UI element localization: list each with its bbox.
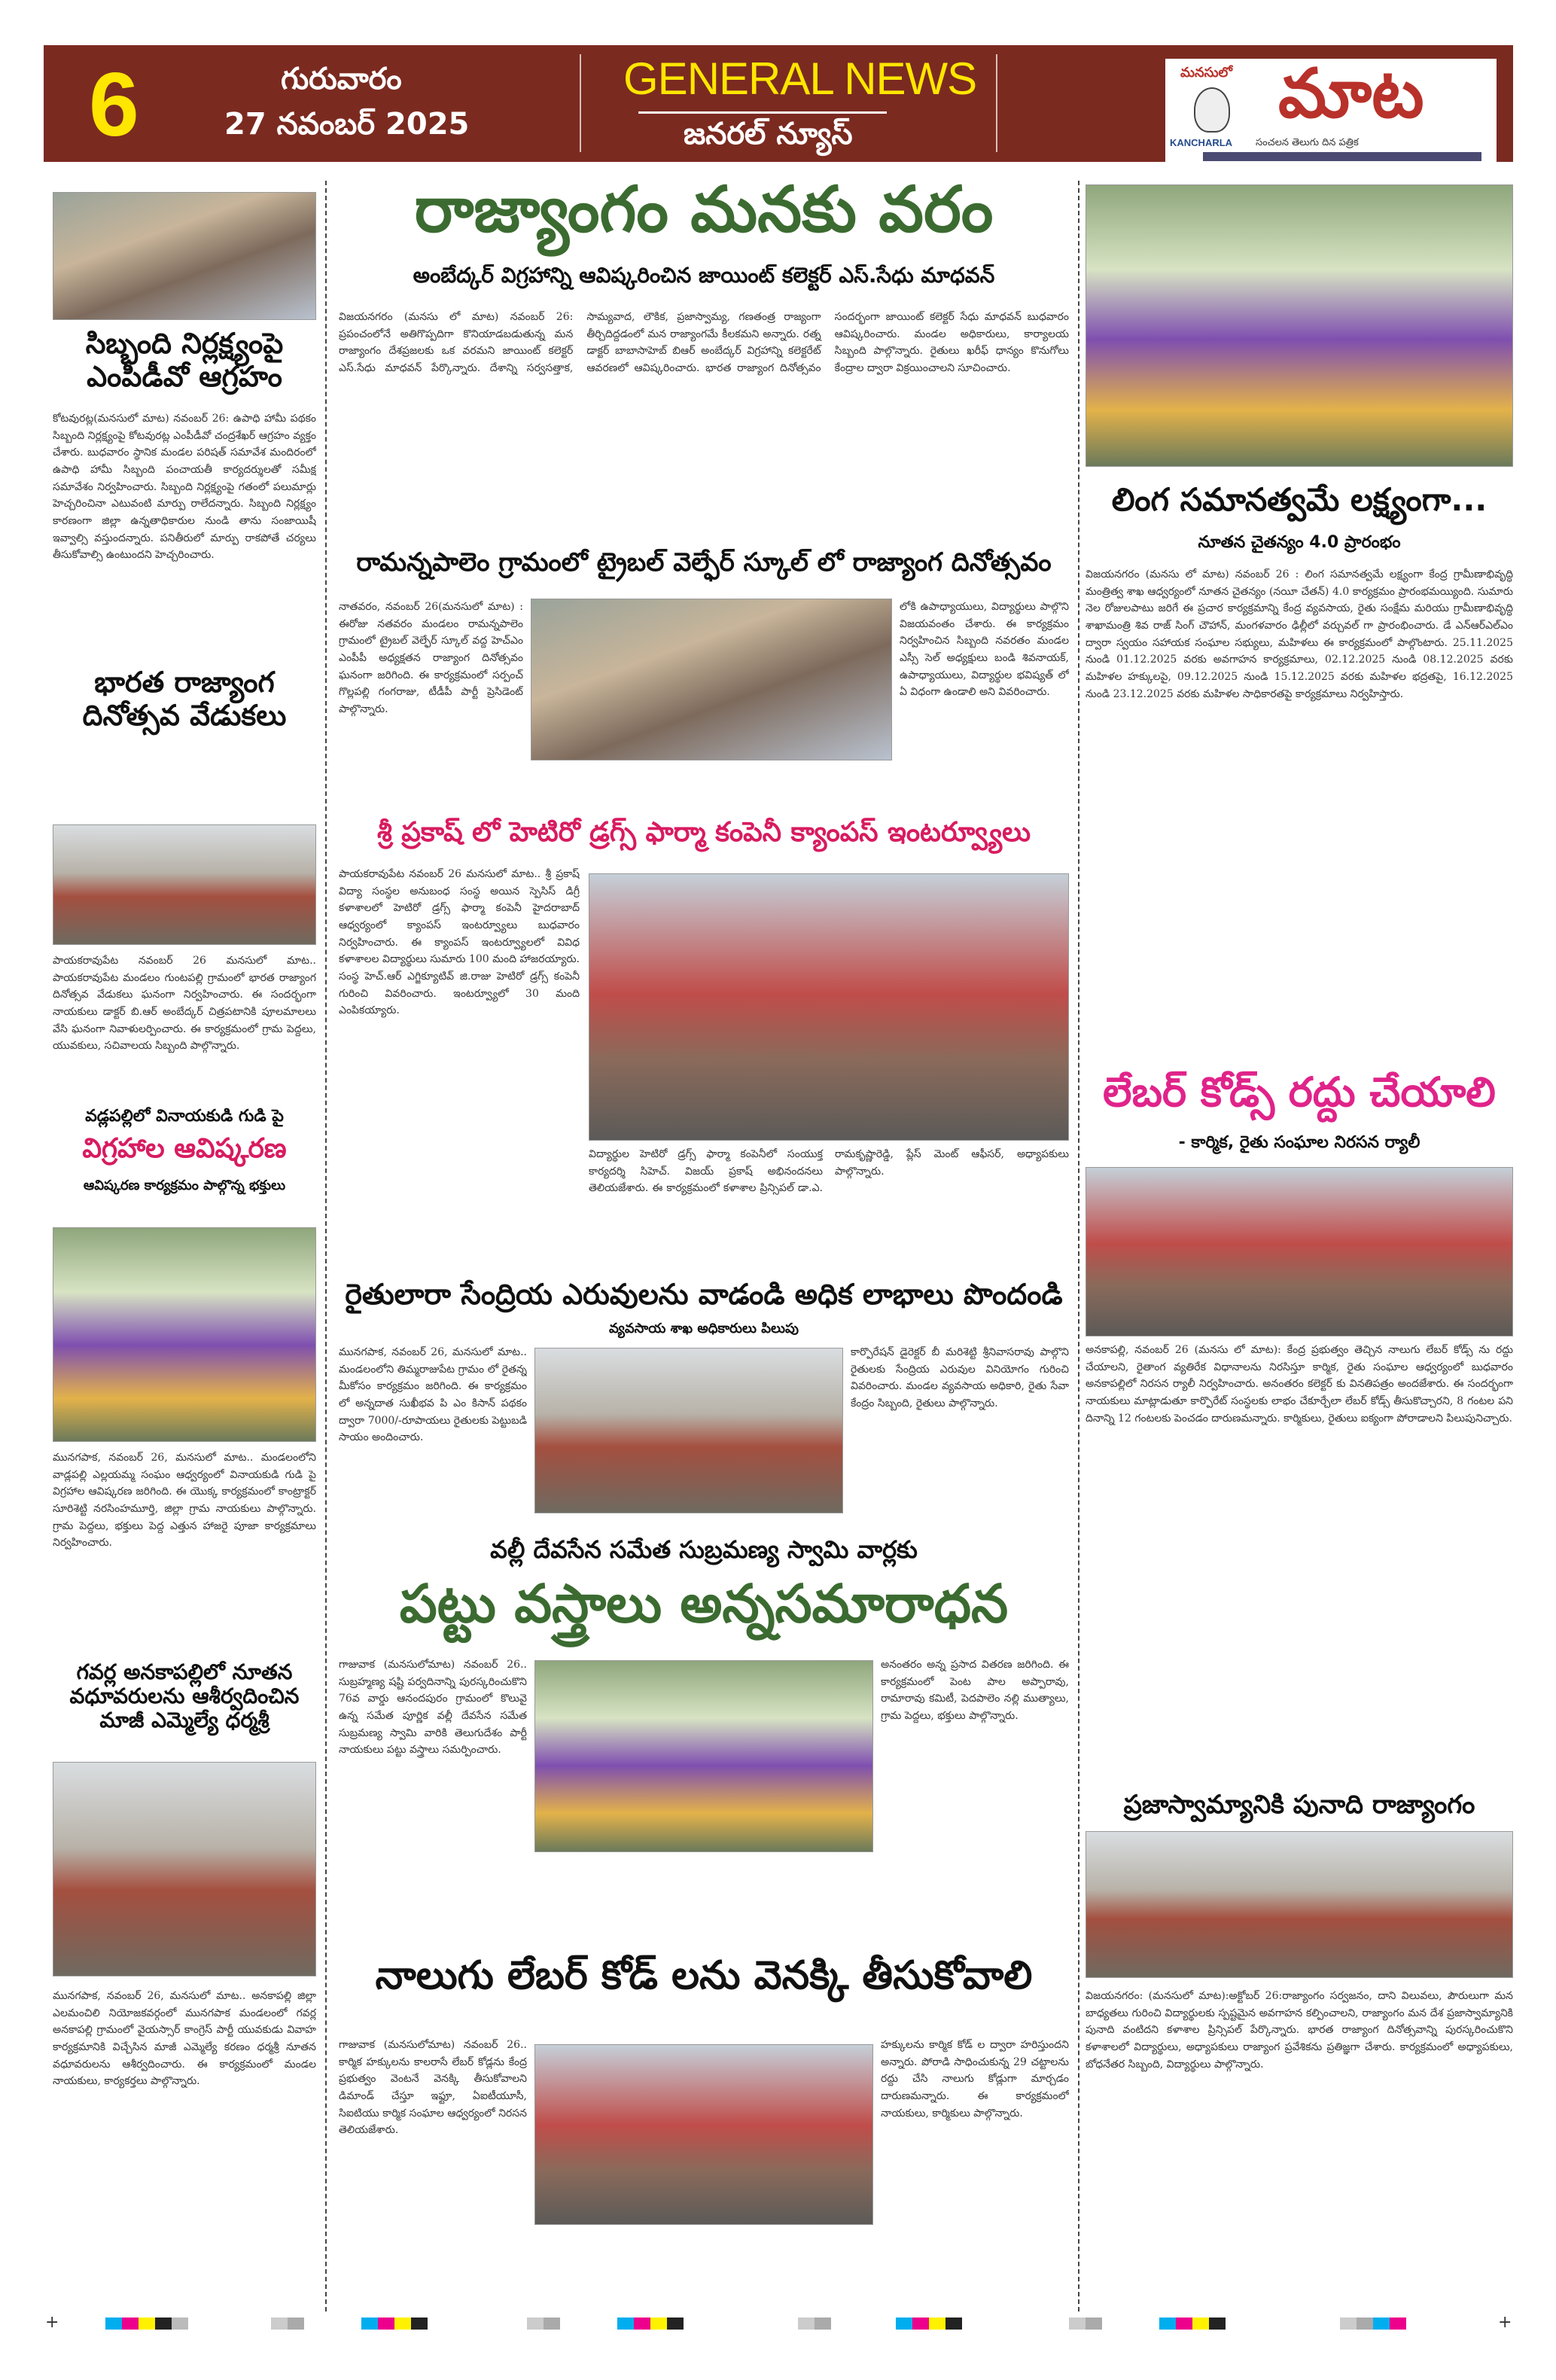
headline: శ్రీ ప్రకాష్ లో హెటిరో డ్రగ్స్ ఫార్మా కంపెనీ క్యాంపస్ ఇంటర్వ్యూలు: [376, 817, 1031, 848]
article-body: కోటవురట్ల(మనసులో మాట) నవంబర్ 26: ఉపాధి హామీ పథకం సిబ్బంది నిర్లక్ష్యంపై కోటవురట్ల ఎంపీడీవో చంద్రశేఖర్ ఆగ్రహం వ్యక్తం చేశారు. బుధవారం స్థానిక మండల పరిషత్ సమావేశ మందిరంలో ఉపాధి హామీ సిబ్బంది పంచాయతీ కార్యదర్శులతో సమీక్ష సమావేశం నిర్వహించారు. సిబ్బంది నిర్లక్ష్యంపై గతంలో పలుమార్లు హెచ్చరించినా ఎటువంటి మార్పు రాలేదన్నారు. సిబ్బంది నిర్లక్ష్యం కారణంగా జిల్లా ఉన్నతాధికారుల నుండి తాను సంజాయిషీ ఇవ్వాల్సి వస్తుందన్నారు. పనితీరులో మార్పు రాకపోతే చర్యలు తీసుకోవాల్సి ఉంటుందని హెచ్చరించారు.: [53, 413, 316, 562]
color-bar: [271, 2318, 304, 2330]
divider: [996, 54, 997, 152]
column-rule: [1078, 181, 1079, 2311]
headline: లింగ సమానత్వమే లక్ష్యంగా...: [1111, 481, 1487, 518]
headline: ప్రజాస్వామ్యానికి పునాది రాజ్యాంగం: [1123, 1790, 1475, 1820]
photo-labour-protest: [534, 2044, 873, 2225]
article-body: విజయనగరం (మనసు లో మాట) నవంబర్ 26: ప్రపంచంలోనే అతిగొప్పదిగా కొనియాడబడుతున్న మన రాజ్యాంగం దేశప్రజలకు ఒక వరమని జాయింట్ కలెక్టర్ ఎస్.సేధు మాధవన్ పేర్కొన్నారు. దేశాన్ని సర్వసత్తాక, సామ్యవాద, లౌకిక, ప్రజాస్వామ్య, గణతంత్ర రాజ్యంగా తీర్చిదిద్దడంలో మన రాజ్యాంగమే కీలకమని అన్నారు. రత్న డాక్టర్ బాబాసాహెబ్ బిఆర్ అంబేద్కర్ విగ్రహాన్ని కలెక్టరేట్ ఆవరణలో ఆవిష్కరించారు. భారత రాజ్యాంగ దినోత్సవం సందర్భంగా జాయింట్ కలెక్టర్ సేధు మాధవన్ బుధవారం ఆవిష్కరించారు. మండల అధికారులు, కార్యాలయ సిబ్బంది పాల్గొన్నారు. రైతులు ఖరీఫ్ ధాన్యం కొనుగోలు కేంద్రాల ద్వారా విక్రయించాలని సూచించారు.: [339, 311, 1069, 375]
headline: భారత రాజ్యాంగ దినోత్సవ వేడుకలు: [82, 666, 287, 732]
registration-mark-icon: +: [1498, 2313, 1512, 2332]
logo-small-text: మనసులో: [1180, 65, 1233, 81]
color-bar: [361, 2318, 428, 2330]
masthead: [44, 45, 1513, 162]
page-number: 6: [89, 54, 139, 155]
color-bar: [1340, 2318, 1406, 2330]
headline: విగ్రహాల ఆవిష్కరణ: [82, 1133, 287, 1164]
color-bar: [105, 2318, 188, 2330]
subheadline: నూతన చైతన్యం 4.0 ప్రారంభం: [1198, 533, 1401, 552]
headline: నాలుగు లేబర్ కోడ్ లను వెనక్కి తీసుకోవాలి: [375, 1953, 1033, 1998]
headline: రైతులారా సేంద్రియ ఎరువులను వాడండి అధిక లాభాలు పొందండి: [345, 1278, 1063, 1311]
kicker: వల్లీ దేవసేన సమేత సుబ్రమణ్య స్వామి వార్లకు: [490, 1535, 918, 1564]
headline: పట్టు వస్త్రాలు అన్నసమారాధన: [399, 1573, 1009, 1635]
color-bar: [617, 2318, 684, 2330]
color-bar: [527, 2318, 560, 2330]
photo-labour-codes-rally: [1086, 1167, 1513, 1336]
photo-temple-offering: [534, 1660, 873, 1852]
photo-gender-equality-rally: [1086, 184, 1513, 467]
section-title-te: జనరల్ న్యూస్: [684, 117, 853, 151]
article-body: అనకాపల్లి, నవంబర్ 26 (మనసు లో మాట): కేంద్ర ప్రభుత్వం తెచ్చిన నాలుగు లేబర్ కోడ్స్ ను రద్దు చేయాలని, రైతాంగ వ్యతిరేక విధానాలను నిరసిస్తూ కార్మిక, రైతు సంఘాల ఆధ్వర్యంలో బుధవారం అనకాపల్లిలో నిరసన ర్యాలీ నిర్వహించారు. అనంతరం కలెక్టర్ కు వినతిపత్రం అందజేశారు. ఈ సందర్భంగా నాయకులు మాట్లాడుతూ కార్పొరేట్ సంస్థలకు లాభం చేకూర్చేలా లేబర్ కోడ్స్ తీసుకొచ్చారని, 8 గంటల పని దినాన్ని 12 గంటలకు పెంచడం దారుణమన్నారు. కార్మికులు, రైతులు ఐక్యంగా పోరాడాలని పిలుపునిచ్చారు.: [1086, 1344, 1513, 1425]
photo-campus-interviews: [589, 873, 1069, 1141]
article-body: లోకి ఉపాధ్యాయులు, విద్యార్థులు పాల్గొని విజయవంతం చేశారు. ఈ కార్యక్రమం నిర్వహించిన సిబ్బంది నవరతం మండల ఎస్సీ సెల్ అధ్యక్షులు బండి శివనాయక్, ఉపాధ్యాయులు, విద్యార్థుల భవిష్యత్ లో ఏ విధంగా ఉండాలి అని వివరించారు.: [900, 601, 1069, 699]
photo-constitution-day: [53, 824, 316, 945]
color-bar: [1069, 2318, 1102, 2330]
color-bar: [896, 2318, 962, 2330]
photo-constitution-college: [1086, 1831, 1513, 1978]
divider: [638, 111, 887, 114]
logo-brand: KANCHARLA: [1170, 137, 1233, 148]
lead-subheadline: అంబేద్కర్ విగ్రహాన్ని ఆవిష్కరించిన జాయింట్ కలెక్టర్ ఎస్.సేధు మాధవన్: [413, 263, 995, 288]
article-body: విజయనగరం: (మనసులో మాట):అక్టోబర్ 26:రాజ్యాంగం సర్వజనం, దాని విలువలు, పౌరులుగా మన బాధ్యతలు గురించి విద్యార్థులకు స్పష్టమైన అవగాహన కల్పించాలని, రాజ్యాంగం మన దేశ ప్రజాస్వామ్యానికి పునాది వంటిదని కళాశాల ప్రిన్సిపల్ పేర్కొన్నారు. భారత రాజ్యాంగ దినోత్సవాన్ని పురస్కరించుకొని కళాశాలలో విద్యార్థులు, అధ్యాపకులు రాజ్యాంగ ప్రవేశికను ప్రతిజ్ఞగా చేశారు. కార్యక్రమంలో అధ్యాపకులు, బోధనేతర సిబ్బంది, విద్యార్థులు పాల్గొన్నారు.: [1086, 1990, 1513, 2071]
print-color-bars: [45, 2313, 1513, 2333]
photo-farmers-meeting: [534, 1348, 843, 1513]
article-body: గాజువాక (మనసులోమాట) నవంబర్ 26.. సుబ్రహ్మణ్య షష్టి పర్వదినాన్ని పురస్కరించుకొని 76వ వార్డు ఆనందపురం గ్రామంలో కొలువై ఉన్న సమేత పూర్ణిక వల్లీ దేవసేన సమేత సుబ్రమణ్య స్వామి వారికి తెలుగుదేశం పార్టీ నాయకులు పట్టు వస్త్రాలు సమర్పించారు.: [339, 1659, 527, 1757]
color-bar: [798, 2318, 831, 2330]
issue-date: 27 నవంబర్ 2025: [224, 107, 470, 142]
subheadline: - కార్మిక, రైతు సంఘాల నిరసన ర్యాలీ: [1178, 1133, 1420, 1152]
article-body: విజయనగరం (మనసు లో మాట) నవంబర్ 26 : లింగ సమానత్వమే లక్ష్యంగా కేంద్ర గ్రామీణాభివృద్ధి మంత్రిత్వ శాఖ ఆధ్వర్యంలో నూతన చైతన్యం (నయీ చేతన్) 4.0 కార్యక్రమం ప్రారంభమయ్యింది. సుమారు నెల రోజులపాటు జరిగే ఈ ప్రచార కార్యక్రమాన్ని కేంద్ర వ్యవసాయ, రైతు సంక్షేమ మరియు గ్రామీణాభివృద్ధి శాఖామంత్రి శివ రాజ్ సింగ్ చౌహాన్, మంగళవారం ఢిల్లీలో వర్చువల్ గా ప్రారంభించారు. డే ఎన్ఆర్ఎల్ఎం ద్వారా స్వయం సహాయక సంఘాల సభ్యులు, మహిళలు ఈ కార్యక్రమంలో పాల్గొంటారు. 25.11.2025 నుండి 01.12.2025 వరకు అవగాహన కార్యక్రమాలు, 02.12.2025 నుండి 08.12.2025 వరకు మహిళల హక్కులపై, 09.12.2025 నుండి 15.12.2025 వరకు మహిళల భద్రతపై, 16.12.2025 నుండి 23.12.2025 వరకు మహిళల సాధికారతపై కార్యక్రమాలు నిర్వహిస్తారు.: [1086, 568, 1513, 700]
headline: గవర్ల అనకాపల్లిలో నూతన వధూవరులను ఆశీర్వదించిన మాజీ ఎమ్మెల్యే ధర్మశ్రీ: [69, 1659, 300, 1733]
kicker: వడ్లపల్లిలో వినాయకుడి గుడి పై: [85, 1107, 284, 1126]
color-bar: [1159, 2318, 1226, 2330]
article-body: మునగపాక, నవంబర్ 26, మనసులో మాట.. మండలంలోని తిమ్మరాజుపేట గ్రామం లో రైతన్న మీకోసం కార్యక్రమం జరిగింది. ఈ కార్యక్రమం లో అన్నదాత సుఖీభవ పి ఎం కిసాన్ పథకం ద్వారా 7000/-రూపాయలు రైతులకు పెట్టుబడి సాయం అందించారు.: [339, 1346, 527, 1444]
lead-headline: రాజ్యాంగం మనకు వరం: [414, 172, 994, 246]
photo-temple-idols: [53, 1227, 316, 1442]
article-body: కార్పొరేషన్ డైరెక్టర్ బీ మరిశెట్టి శ్రీనివాసరావు పాల్గొని రైతులకు సేంద్రియ ఎరువుల వినియోగం గురించి వివరించారు. మండల వ్యవసాయ అధికారి, రైతు సేవా కేంద్రం సిబ్బంది, రైతులు పాల్గొన్నారు.: [851, 1346, 1069, 1410]
article-body: పాయకరావుపేట నవంబర్ 26 మనసులో మాట.. శ్రీ ప్రకాష్ విద్యా సంస్థల అనుబంధ సంస్థ అయిన స్పెసిస్ డిగ్రీ కళాశాలలో హెటిరో డ్రగ్స్ ఫార్మా కంపెనీ హైదరాబాద్ ఆధ్వర్యంలో క్యాంపస్ ఇంటర్వ్యూలు బుధవారం నిర్వహించారు. ఈ క్యాంపస్ ఇంటర్వ్యూలలో వివిధ కళాశాలల విద్యార్థులు సుమారు 100 మంది హాజరయ్యారు. సంస్థ హెచ్.ఆర్ ఎగ్జిక్యూటివ్ జి.రాజు హెటిరో డ్రగ్స్ కంపెనీ గురించి వివరించారు. ఇంటర్వ్యూలో 30 మంది ఎంపికయ్యారు.: [339, 868, 580, 1017]
weekday: గురువారం: [281, 62, 402, 96]
subheadline: ఆవిష్కరణ కార్యక్రమం పాల్గొన్న భక్తులు: [83, 1178, 286, 1193]
divider: [580, 54, 581, 152]
article-body: మునగపాక, నవంబర్ 26, మనసులో మాట.. అనకాపల్లి జిల్లా ఎలమంచిలి నియోజకవర్గంలో మునగపాక మండలంలో గవర్ల అనకాపల్లి గ్రామంలో వైయస్సార్ కాంగ్రెస్ పార్టీ యువకుడు వివాహ కార్యక్రమానికి విచ్చేసిన మాజీ ఎమ్మెల్యే కరణం ధర్మశ్రీ నూతన వధూవరులను ఆశీర్వదించారు. ఈ కార్యక్రమంలో మండల నాయకులు, కార్యకర్తలు పాల్గొన్నారు.: [53, 1990, 316, 2088]
founder-portrait-icon: [1194, 87, 1230, 133]
headline: సిబ్బంది నిర్లక్ష్యంపై ఎంపీడీవో ఆగ్రహం: [85, 327, 284, 393]
article-body: హక్కులను కార్మిక కోడ్ ల ద్వారా హరిస్తుందని అన్నారు. పోరాడి సాధించుకున్న 29 చట్టాలను రద్దు చేసి నాలుగు కోడ్లుగా మార్చడం దారుణమన్నారు. ఈ కార్యక్రమంలో నాయకులు, కార్మికులు పాల్గొన్నారు.: [881, 2039, 1069, 2119]
article-body: పాయకరావుపేట నవంబర్ 26 మనసులో మాట.. పాయకరావుపేట మండలం గుంటపల్లి గ్రామంలో భారత రాజ్యాంగ దినోత్సవ వేడుకలు ఘనంగా నిర్వహించారు. ఈ సందర్భంగా నాయకులు డాక్టర్ బి.ఆర్ అంబేద్కర్ చిత్రపటానికి పూలమాలలు వేసి ఘనంగా నివాళులర్పించారు. ఈ కార్యక్రమంలో గ్రామ పెద్దలు, యువకులు, సచివాలయ సిబ్బంది పాల్గొన్నారు.: [53, 955, 316, 1053]
article-body: అనంతరం అన్న ప్రసాద వితరణ జరిగింది. ఈ కార్యక్రమంలో పెంట పాల అప్పారావు, రామారావు కమిటీ, పెదపాలెం నల్లి ముత్యాలు, గ్రామ పెద్దలు, భక్తులు పాల్గొన్నారు.: [881, 1659, 1069, 1723]
photo-tribal-school: [531, 599, 892, 760]
logo-tagline: సంచలన తెలుగు దిన పత్రిక: [1256, 137, 1359, 148]
logo-bar: [1203, 152, 1481, 161]
article-body: నాతవరం, నవంబర్ 26(మనసులో మాట) : ఈరోజు నతవరం మండలం రామన్నపాలెం గ్రామంలో ట్రైబల్ వెల్ఫేర్ స్కూల్ వద్ద హెచ్ఎం ఎంపీపీ అధ్యక్షతన రాజ్యాంగ దినోత్సవం ఘనంగా జరిగింది. ఈ కార్యక్రమంలో సర్పంచ్ గొల్లపల్లి గంగరాజు, టీడీపీ పార్టీ ప్రెసిడెంట్ పాల్గొన్నారు.: [339, 601, 523, 716]
headline: రామన్నపాలెం గ్రామంలో ట్రైబల్ వెల్ఫేర్ స్కూల్ లో రాజ్యాంగ దినోత్సవం: [356, 547, 1052, 577]
section-title-en: GENERAL NEWS: [623, 53, 977, 104]
article-body: మునగపాక, నవంబర్ 26, మనసులో మాట.. మండలంలోని వాడ్లపల్లి ఎల్లయమ్మ సంఘం ఆధ్వర్యంలో వినాయకుడి గుడి పై విగ్రహాల ఆవిష్కరణ జరిగింది. ఈ యొక్క కార్యక్రమంలో కాంట్రాక్టర్ సూరిశెట్టి నరసింహమూర్తి, జిల్లా గ్రామ నాయకులు పాల్గొన్నారు. గ్రామ పెద్దలు, భక్తులు పెద్ద ఎత్తున హాజరై పూజా కార్యక్రమాలు నిర్వహించారు.: [53, 1452, 316, 1550]
logo-title: మాట: [1278, 54, 1424, 133]
photo-wedding-blessing: [53, 1762, 316, 1976]
article-body: విద్యార్థుల హెటిరో డ్రగ్స్ ఫార్మా కంపెనీలో సంయుక్త కార్యదర్శి సిహెచ్. విజయ్ ప్రకాష్ అభినందనలు తెలియజేశారు. ఈ కార్యక్రమంలో కళాశాల ప్రిన్సిపల్ డా.ఎ. రామకృష్ణారెడ్డి, ప్లేస్ మెంట్ ఆఫీసర్, అధ్యాపకులు పాల్గొన్నారు.: [589, 1148, 1069, 1195]
headline: లేబర్ కోడ్స్ రద్దు చేయాలి: [1103, 1068, 1496, 1116]
column-rule: [325, 181, 327, 2311]
photo-mpdo-meeting: [53, 192, 316, 320]
article-body: గాజువాక (మనసులోమాట) నవంబర్ 26.. కార్మిక హక్కులను కాలరాసే లేబర్ కోడ్లను కేంద్ర ప్రభుత్వం వెంటనే వెనక్కి తీసుకోవాలని డిమాండ్ చేస్తూ ఇఫ్టూ, ఏఐటీయూసీ, సిఐటియు కార్మిక సంఘాల ఆధ్వర్యంలో నిరసన తెలియజేశారు.: [339, 2039, 527, 2137]
subheadline: వ్యవసాయ శాఖ అధికారులు పిలుపు: [609, 1321, 799, 1336]
newspaper-logo: [1165, 54, 1497, 162]
registration-mark-icon: +: [45, 2313, 59, 2332]
